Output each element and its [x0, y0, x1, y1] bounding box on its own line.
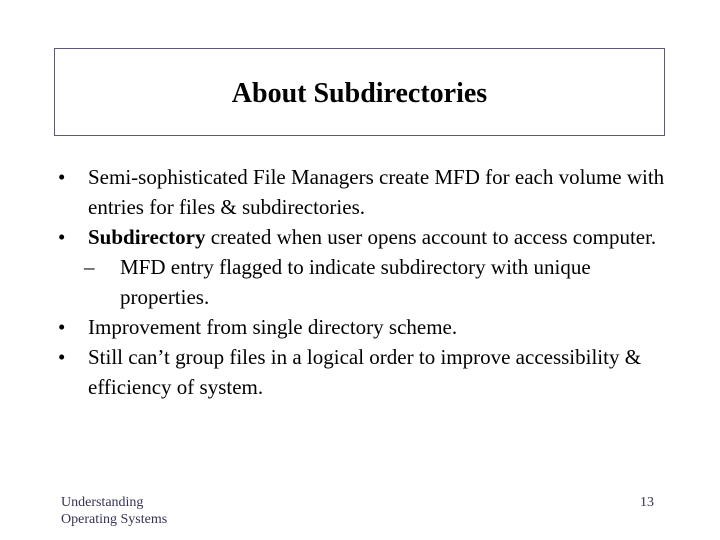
bullet-bold-term: Subdirectory	[88, 225, 206, 249]
bullet-item	[58, 312, 678, 342]
footer-line-1: Understanding	[61, 495, 144, 510]
bullet-text: Improvement from single directory scheme.	[88, 315, 458, 339]
title-box	[54, 48, 665, 136]
footer-source	[61, 494, 167, 528]
bullet-marker: •	[58, 345, 66, 369]
bullet-marker: •	[58, 315, 66, 339]
bullet-item	[58, 162, 678, 222]
bullet-item	[58, 222, 678, 252]
page-number: 13	[640, 495, 654, 510]
sub-bullet-item	[58, 252, 678, 312]
bullet-text: Semi-sophisticated File Managers create MFD for each volume with entries for files & subdirectories.	[88, 165, 665, 219]
bullet-marker: •	[58, 165, 66, 189]
slide-title: About Subdirectories	[231, 78, 488, 109]
bullet-text: created when user opens account to access computer.	[205, 225, 657, 249]
sub-bullet-text: MFD entry flagged to indicate subdirectory with unique properties.	[120, 255, 591, 309]
bullet-item	[58, 342, 678, 402]
bullet-list	[58, 162, 678, 402]
bullet-marker: •	[58, 225, 66, 249]
footer-line-2: Operating Systems	[61, 512, 168, 527]
bullet-text: Still can’t group files in a logical order to improve accessibility & efficiency of system.	[88, 345, 642, 399]
dash-marker: –	[84, 255, 95, 279]
